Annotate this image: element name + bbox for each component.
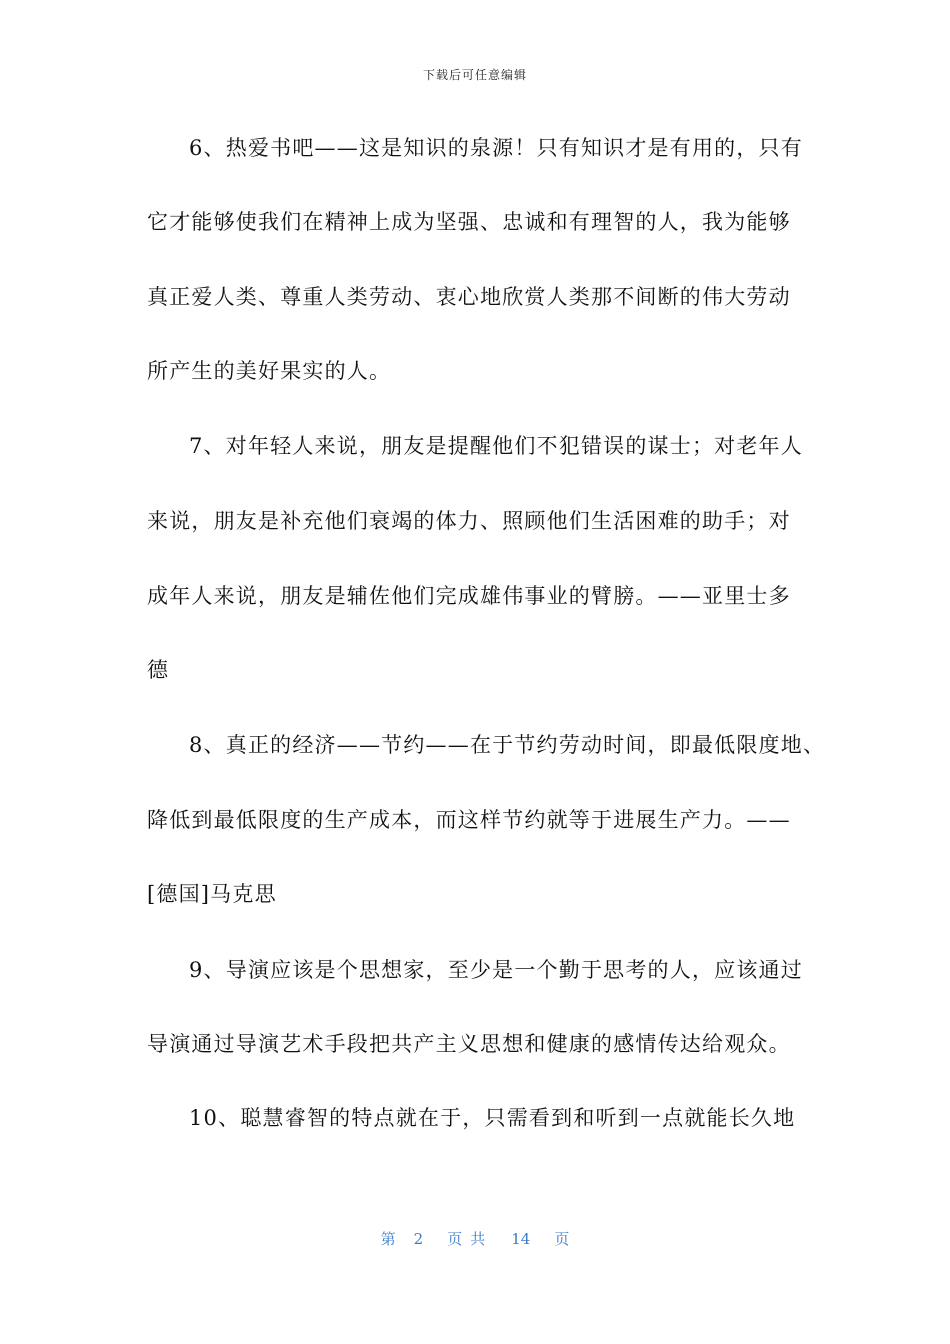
footer-prefix: 第	[380, 1230, 396, 1248]
text-line: 真正爱人类、尊重人类劳动、衷心地欣赏人类那不间断的伟大劳动	[147, 285, 791, 309]
text-line: [德国]马克思	[147, 882, 277, 906]
footer-total-pages: 14	[511, 1230, 531, 1248]
text-line: 德	[147, 658, 170, 682]
text-line: 6、热爱书吧——这是知识的泉源！只有知识才是有用的，只有	[189, 136, 803, 160]
text-line: 它才能够使我们在精神上成为坚强、忠诚和有理智的人，我为能够	[147, 210, 791, 234]
text-line: 成年人来说，朋友是辅佐他们完成雄伟事业的臂膀。——亚里士多	[147, 584, 791, 608]
text-line: 9、导演应该是个思想家，至少是一个勤于思考的人，应该通过	[189, 958, 803, 982]
text-line: 7、对年轻人来说，朋友是提醒他们不犯错误的谋士；对老年人	[189, 434, 803, 458]
text-line: 降低到最低限度的生产成本，而这样节约就等于进展生产力。——	[147, 808, 791, 832]
text-line: 所产生的美好果实的人。	[147, 359, 392, 383]
footer-page-number: 2	[413, 1230, 424, 1248]
text-line: 来说，朋友是补充他们衰竭的体力、照顾他们生活困难的助手；对	[147, 509, 791, 533]
text-line: 导演通过导演艺术手段把共产主义思想和健康的感情传达给观众。	[147, 1032, 791, 1056]
footer-middle: 页共	[447, 1230, 494, 1248]
footer-suffix: 页	[554, 1230, 570, 1248]
text-line: 10、聪慧睿智的特点就在于，只需看到和听到一点就能长久地	[189, 1106, 796, 1130]
page-footer	[0, 1228, 950, 1249]
page-header: 下载后可任意编辑	[422, 68, 527, 82]
text-line: 8、真正的经济——节约——在于节约劳动时间，即最低限度地、	[189, 733, 826, 757]
